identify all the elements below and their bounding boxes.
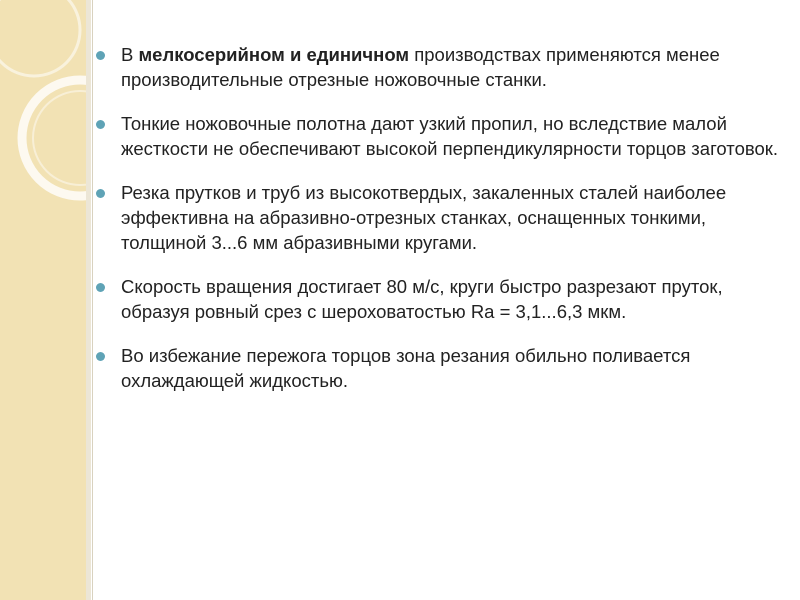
- bullet-text: Скорость вращения достигает 80 м/с, круги быстро разрезают пруток, образуя ровный срез с шероховатостью Ra = 3,1...6,3 мкм.: [121, 276, 723, 322]
- bullet-text: Резка прутков и труб из высокотвердых, закаленных сталей наиболее эффективна на абразивно-отрезных станках, оснащенных тонкими, толщиной 3...6 мм абразивными кругами.: [121, 182, 727, 253]
- bullet-dot-icon: [96, 189, 105, 198]
- bullet-item: [96, 343, 786, 393]
- side-divider: [86, 0, 91, 600]
- bullet-text: В мелкосерийном и единичном производствах применяются менее производительные отрезные ножовочные станки.: [121, 44, 720, 90]
- decorative-side-band: [0, 0, 86, 600]
- bullet-item: [96, 111, 786, 161]
- bullet-dot-icon: [96, 51, 105, 60]
- side-divider-line: [92, 0, 93, 600]
- bullet-list: [96, 42, 786, 412]
- decorative-circles-icon: [0, 0, 86, 260]
- bullet-dot-icon: [96, 352, 105, 361]
- bullet-dot-icon: [96, 283, 105, 292]
- bullet-item: [96, 42, 786, 92]
- bullet-dot-icon: [96, 120, 105, 129]
- bullet-item: [96, 180, 786, 255]
- bullet-item: [96, 274, 786, 324]
- bullet-text: Во избежание пережога торцов зона резания обильно поливается охлаждающей жидкостью.: [121, 345, 691, 391]
- bullet-text: Тонкие ножовочные полотна дают узкий пропил, но вследствие малой жесткости не обеспечивают высокой перпендикулярности торцов заготовок.: [121, 113, 779, 159]
- bullet-bold-text: мелкосерийном и единичном: [138, 44, 410, 65]
